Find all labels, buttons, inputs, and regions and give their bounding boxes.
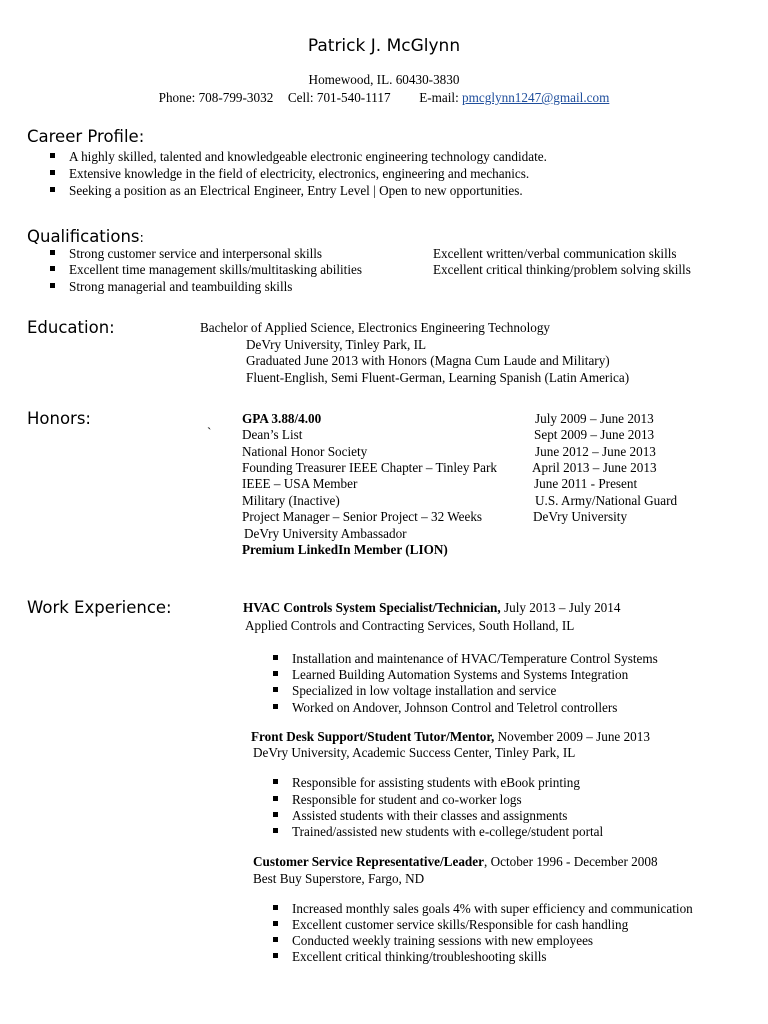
work-experience-heading: Work Experience: — [27, 598, 172, 617]
job-title-line: Customer Service Representative/Leader, October 1996 - December 2008 — [253, 854, 658, 869]
bullet-icon — [273, 953, 278, 958]
cell-number: 701-540-1117 — [316, 90, 391, 105]
school: DeVry University, Tinley Park, IL — [246, 337, 427, 352]
honor-date: July 2009 – June 2013 — [535, 411, 654, 426]
bullet-icon — [273, 687, 278, 692]
email-link[interactable]: pmcglynn1247@gmail.com — [462, 90, 610, 105]
bullet-icon — [50, 187, 55, 192]
bullet-icon — [50, 170, 55, 175]
honor-date: June 2012 – June 2013 — [535, 444, 656, 459]
list-item: Excellent critical thinking/troubleshooting skills — [273, 949, 547, 965]
resume-name: Patrick J. McGlynn — [307, 36, 461, 56]
bullet-icon — [273, 921, 278, 926]
job-title-line: Front Desk Support/Student Tutor/Mentor, November 2009 – June 2013 — [251, 729, 650, 744]
employer: DeVry University, Academic Success Center, Tinley Park, IL — [253, 745, 576, 760]
list-item: Conducted weekly training sessions with new employees — [273, 933, 593, 949]
honor-label: GPA 3.88/4.00 — [242, 411, 322, 426]
list-item: Responsible for assisting students with eBook printing — [273, 775, 580, 791]
graduation: Graduated June 2013 with Honors (Magna Cum Laude and Military) — [246, 353, 610, 368]
honor-label: Founding Treasurer IEEE Chapter – Tinley Park — [242, 460, 497, 475]
job-title-line: HVAC Controls System Specialist/Technician, July 2013 – July 2014 — [243, 600, 621, 615]
honor-label: Military (Inactive) — [242, 493, 340, 508]
phone-label: Phone: — [158, 90, 196, 105]
honor-date: June 2011 - Present — [534, 476, 638, 491]
list-item: Assisted students with their classes and assignments — [273, 808, 567, 824]
list-item: Installation and maintenance of HVAC/Temperature Control Systems — [273, 651, 658, 667]
honor-label: IEEE – USA Member — [242, 476, 358, 491]
bullet-icon — [273, 828, 278, 833]
bullet-icon — [50, 250, 55, 255]
bullet-icon — [50, 266, 55, 271]
honor-label: Project Manager – Senior Project – 32 Weeks — [242, 509, 483, 524]
bullet-icon — [50, 283, 55, 288]
qualification-right: Excellent critical thinking/problem solving skills — [433, 262, 691, 277]
qualifications-heading: Qualifications: — [27, 227, 144, 246]
qualification-right: Excellent written/verbal communication skills — [433, 246, 677, 261]
list-item: Trained/assisted new students with e-college/student portal — [273, 824, 603, 840]
education-heading: Education: — [27, 318, 115, 337]
career-profile-heading: Career Profile: — [27, 127, 145, 146]
honor-label: Dean’s List — [242, 427, 303, 442]
address: Homewood, IL. 60430-3830 — [308, 72, 460, 87]
list-item: Excellent customer service skills/Responsible for cash handling — [273, 917, 628, 933]
email-label: E-mail: — [419, 90, 459, 105]
cell-label: Cell: — [287, 90, 314, 105]
honor-label: Premium LinkedIn Member (LION) — [242, 542, 448, 557]
honor-date: DeVry University — [533, 509, 628, 524]
list-item: Strong managerial and teambuilding skills — [50, 279, 292, 295]
list-item: Responsible for student and co-worker logs — [273, 792, 522, 808]
honor-date: Sept 2009 – June 2013 — [534, 427, 655, 442]
honor-date: U.S. Army/National Guard — [535, 493, 678, 508]
list-item: Strong customer service and interpersonal skills — [50, 246, 322, 262]
languages: Fluent-English, Semi Fluent-German, Learning Spanish (Latin America) — [246, 370, 630, 385]
list-item: Extensive knowledge in the field of electricity, electronics, engineering and mechanics. — [50, 166, 529, 182]
bullet-icon — [273, 796, 278, 801]
bullet-icon — [273, 655, 278, 660]
bullet-icon — [273, 937, 278, 942]
honor-label: DeVry University Ambassador — [244, 526, 407, 541]
employer: Applied Controls and Contracting Services, South Holland, IL — [245, 618, 575, 633]
honor-label: National Honor Society — [242, 444, 368, 459]
contact-line — [0, 90, 768, 106]
honor-date: April 2013 – June 2013 — [532, 460, 657, 475]
employer: Best Buy Superstore, Fargo, ND — [253, 871, 425, 886]
backtick-mark: ` — [207, 425, 212, 440]
list-item: A highly skilled, talented and knowledgeable electronic engineering technology candidate. — [50, 149, 547, 165]
bullet-icon — [273, 812, 278, 817]
bullet-icon — [273, 905, 278, 910]
list-item: Learned Building Automation Systems and Systems Integration — [273, 667, 628, 683]
bullet-icon — [50, 153, 55, 158]
list-item: Increased monthly sales goals 4% with super efficiency and communication — [273, 901, 693, 917]
bullet-icon — [273, 671, 278, 676]
bullet-icon — [273, 779, 278, 784]
list-item: Excellent time management skills/multitasking abilities — [50, 262, 362, 278]
degree: Bachelor of Applied Science, Electronics Engineering Technology — [200, 320, 551, 335]
honors-heading: Honors: — [27, 409, 91, 428]
list-item: Worked on Andover, Johnson Control and Teletrol controllers — [273, 700, 617, 716]
phone-number: 708-799-3032 — [198, 90, 274, 105]
list-item: Specialized in low voltage installation and service — [273, 683, 556, 699]
list-item: Seeking a position as an Electrical Engineer, Entry Level | Open to new opportunities. — [50, 183, 523, 199]
bullet-icon — [273, 704, 278, 709]
